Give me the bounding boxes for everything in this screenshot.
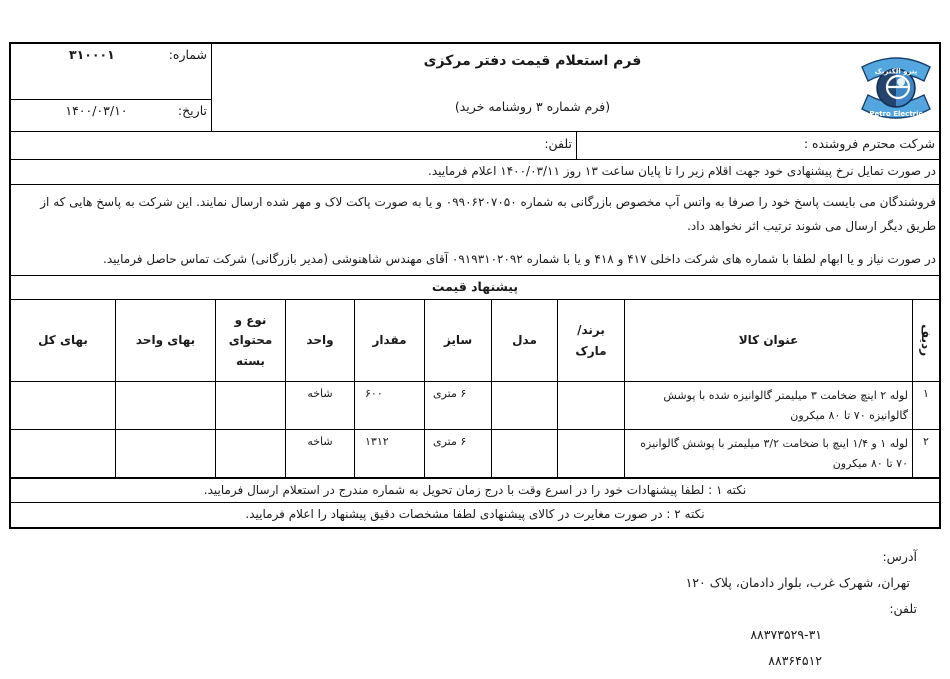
address-label: آدرس: [882,549,917,564]
col-header-package: نوع و محتوای بسته [215,300,285,381]
cell-unit: شاخه [285,430,354,477]
cell-row-no: ۲ [912,430,939,477]
cell-total-price [11,382,115,429]
company-logo [853,44,939,131]
col-header-model: مدل [491,300,557,381]
form-title-block [212,44,853,131]
cell-item-title: لوله ۱ و ۱/۴ اینچ با ضخامت ۳/۲ میلیمتر با پوشش گالوانیزه ۷۰ تا ۸۰ میکرون [624,430,912,477]
form-header [11,44,939,131]
table-row [11,381,939,429]
col-header-total-price: بهای کل [38,333,88,348]
price-table-header [11,299,939,381]
seller-phone-field: تلفن: [11,132,577,159]
cell-size: ۶ متری [424,382,491,429]
col-header-unit-price: بهای واحد [115,300,215,381]
form-number-label: شماره: [168,47,207,62]
contact-instruction-text: در صورت نیاز و یا ابهام لطفا با شماره های شرکت داخلی ۴۱۷ و ۴۱۸ و یا با شماره ۰۹۱۹۳۱۰۲۰۹۲ آقای مهندس شاهنوشی (مدیر بازرگانی) شرکت تماس حاصل فرمایید. [103,252,936,266]
instructions-block [11,184,939,275]
cell-quantity: ۶۰۰ [354,382,424,429]
col-header-size: سایز [424,300,491,381]
phone-label: تلفن: [889,601,917,616]
cell-size: ۶ متری [424,430,491,477]
phone-number: ۸۸۳۶۴۵۱۲ [768,653,822,668]
form-number-row [11,44,211,100]
form-number-value: ۳۱۰۰۰۱ [68,47,115,62]
col-header-item-title: عنوان کالا [624,300,912,381]
company-logo-icon [854,46,938,130]
cell-brand [557,430,624,477]
cell-brand [557,382,624,429]
col-header-row-no: ردیف [912,300,939,381]
cell-total-price [11,430,115,477]
address-value: تهران، شهرک غرب، بلوار دادمان، پلاک ۱۲۰ [685,575,910,590]
table-row [11,429,939,477]
note-2: نکته ۲ : در صورت مغایرت در کالای پیشنهادی لطفا مشخصات دقیق پیشنهاد را اعلام فرمایید. [11,502,939,527]
deadline-notice: در صورت تمایل نرخ پیشنهادی خود جهت اقلام زیر را تا پایان ساعت ۱۳ روز ۱۴۰۰/۰۳/۱۱ اعلام فرمایید. [11,159,939,184]
number-date-block [11,44,212,131]
seller-label: شرکت محترم فروشنده : [803,136,935,151]
form-frame [9,42,941,529]
cell-unit-price [115,382,215,429]
cell-model [491,382,557,429]
cell-unit-price [115,430,215,477]
cell-package [215,382,285,429]
cell-item-title: لوله ۲ اینچ ضخامت ۳ میلیمتر گالوانیزه شده با پوشش گالوانیزه ۷۰ تا ۸۰ میکرون [624,382,912,429]
price-proposal-banner: پیشنهاد قیمت [11,275,939,299]
footer-block [686,544,917,674]
send-instruction-text: فروشندگان می بایست پاسخ خود را صرفا به واتس آپ مخصوص بازرگانی به شماره ۰۹۹۰۶۲۰۷۰۵۰ و یا به صورت پاکت لاک و مهر شده ارسال نمایند. این شرکت به پاسخ هایی که از طریق دیگر ارسال می شوند ترتیب اثر نخواهد داد. [40,195,936,233]
note-1: نکته ۱ : لطفا پیشنهادات خود را در اسرع وقت با درج زمان تحویل به شماره مندرج در استعلام ارسال فرمایید. [11,477,939,502]
col-header-unit: واحد [285,300,354,381]
form-title: فرم استعلام قیمت دفتر مرکزی [423,53,642,69]
form-date-row [11,100,211,129]
logo-bottom-ribbon-text: Petro Electric [869,109,923,118]
col-header-brand: برند/ مارک [557,300,624,381]
form-date-value: ۱۴۰۰/۰۳/۱۰ [65,103,128,118]
cell-quantity: ۱۳۱۲ [354,430,424,477]
cell-package [215,430,285,477]
col-header-quantity: مقدار [354,300,424,381]
cell-model [491,430,557,477]
phone-number: ۸۸۳۷۳۵۲۹-۳۱ [750,627,822,642]
seller-row [11,131,939,159]
form-date-label: تاریخ: [177,103,207,118]
cell-unit: شاخه [285,382,354,429]
cell-row-no: ۱ [912,382,939,429]
logo-top-ribbon-text: پترو الکتریک [874,67,918,75]
form-subtitle: (فرم شماره ۳ روشنامه خرید) [454,99,611,114]
